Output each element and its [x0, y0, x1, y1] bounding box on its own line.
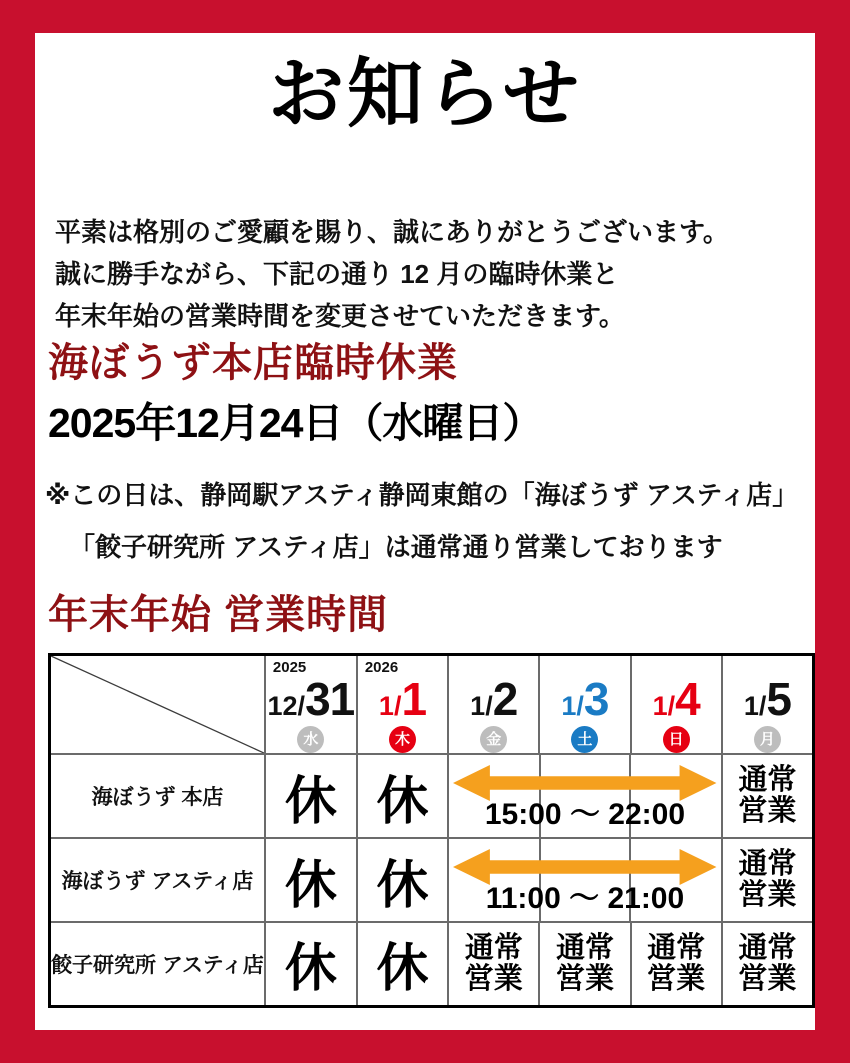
year-label: 2026 — [364, 659, 399, 676]
normal-hours-cell: 通常 営業 — [448, 922, 539, 1006]
weekday-badge: 水 — [297, 726, 324, 753]
closed-cell: 休 — [265, 922, 357, 1006]
hours-range: 11:00 ～ 21:00 — [485, 882, 685, 915]
weekday-badge: 木 — [389, 726, 416, 753]
date-col-1-2: 1/2 金 — [448, 655, 539, 755]
normal-hours-cell: 通常 営業 — [722, 838, 814, 922]
hours-span-cell — [448, 754, 722, 838]
weekday-badge: 月 — [754, 726, 781, 753]
table-row-umibouzu-honten — [50, 754, 814, 838]
weekday-badge: 土 — [571, 726, 598, 753]
date-col-1-5: 1/5 月 — [722, 655, 814, 755]
notice-sheet — [35, 33, 815, 1030]
weekday-badge: 日 — [663, 726, 690, 753]
closure-note-line: 「餃子研究所 アスティ店」は通常通り営業しております — [69, 532, 723, 562]
normal-hours-cell: 通常 営業 — [722, 754, 814, 838]
shop-name: 餃子研究所 アスティ店 — [50, 922, 265, 1006]
date-col-12-31: 2025 12/31 水 — [265, 655, 357, 755]
schedule-table — [48, 653, 815, 1008]
closure-note-line: ※この日は、静岡駅アスティ静岡東館の「海ぼうず アスティ店」 — [45, 480, 799, 510]
closed-cell: 休 — [357, 754, 448, 838]
date-col-1-4: 1/4 日 — [631, 655, 722, 755]
normal-hours-cell: 通常 営業 — [631, 922, 722, 1006]
schedule-header-row — [50, 655, 814, 755]
normal-hours-cell: 通常 営業 — [539, 922, 630, 1006]
page-title: お知らせ — [268, 52, 582, 137]
closure-note — [45, 469, 807, 573]
intro-line: 誠に勝手ながら、下記の通り 12 月の臨時休業と — [55, 259, 619, 289]
weekday-badge: 金 — [480, 726, 507, 753]
corner-cell — [50, 655, 265, 755]
date-col-1-1: 2026 1/1 木 — [357, 655, 448, 755]
closed-cell: 休 — [265, 754, 357, 838]
closed-cell: 休 — [357, 838, 448, 922]
table-row-umibouzu-asty — [50, 838, 814, 922]
intro-text — [55, 211, 799, 337]
normal-hours-cell: 通常 営業 — [722, 922, 814, 1006]
shop-name: 海ぼうず アスティ店 — [50, 838, 265, 922]
hours-heading: 年末年始 営業時間 — [48, 593, 389, 637]
closure-heading: 海ぼうず本店臨時休業 — [48, 341, 458, 385]
hours-span-cell — [448, 838, 722, 922]
shop-name: 海ぼうず 本店 — [50, 754, 265, 838]
date-col-1-3: 1/3 土 — [539, 655, 630, 755]
hours-range: 15:00 ～ 22:00 — [484, 798, 686, 831]
intro-line: 平素は格別のご愛顧を賜り、誠にありがとうございます。 — [55, 217, 729, 247]
year-label: 2025 — [272, 659, 307, 676]
closure-date: 2025年12月24日（水曜日） — [48, 400, 543, 446]
intro-line: 年末年始の営業時間を変更させていただきます。 — [55, 301, 625, 331]
diagonal-line — [51, 656, 264, 753]
table-row-gyoza-lab-asty — [50, 922, 814, 1006]
closed-cell: 休 — [357, 922, 448, 1006]
closed-cell: 休 — [265, 838, 357, 922]
